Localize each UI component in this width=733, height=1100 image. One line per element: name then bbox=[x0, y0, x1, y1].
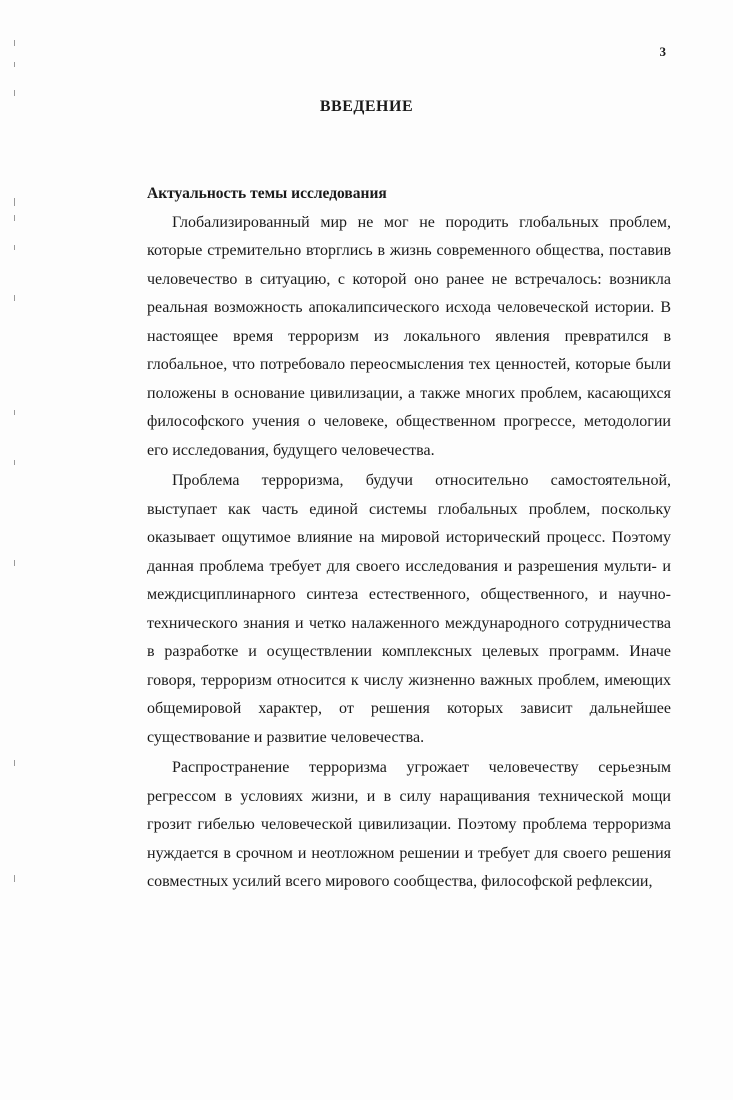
scan-margin-marks bbox=[14, 40, 24, 940]
paragraph: Распространение терроризма угрожает человечеству серьезным регрессом в условиях жизни, и в силу наращивания технической мощи грозит гибелью человеческой цивилизации. Поэтому проблема терроризма нуждается в срочном и неотложном решении и требует для своего решения совместных усилий всего мирового сообщества, философской рефлексии, bbox=[147, 759, 671, 890]
section-heading: Актуальность темы исследования bbox=[147, 185, 387, 202]
page-number: 3 bbox=[659, 44, 666, 59]
paragraph: Проблема терроризма, будучи относительно самостоятельной, выступает как часть единой системы глобальных проблем, поскольку оказывает ощутимое влияние на мировой исторический процесс. Поэтому данная проблема требует для своего исследования и разрешения мульти- и междисциплинарного синтеза естественного, общественного, и научно-технического знания и четко налаженного международного сотрудничества в разработке и осуществлении комплексных целевых программ. Иначе говоря, терроризм относится к числу жизненно важных проблем, имеющих общемировой характер, от решения которых зависит дальнейшее существование и развитие человечества. bbox=[147, 472, 671, 746]
body-text bbox=[147, 180, 671, 899]
page-title: ВВЕДЕНИЕ bbox=[319, 98, 414, 115]
paragraph: Глобализированный мир не мог не породить глобальных проблем, которые стремительно вторглись в жизнь современного общества, поставив человечество в ситуацию, с которой оно ранее не встречалось: возникла реальная возможность апокалипсического исхода человеческой истории. В настоящее время терроризм из локального явления превратился в глобальное, что потребовало переосмысления тех ценностей, которые были положены в основание цивилизации, а также многих проблем, касающихся философского учения о человеке, общественном прогрессе, методологии его исследования, будущего человечества. bbox=[147, 213, 671, 459]
